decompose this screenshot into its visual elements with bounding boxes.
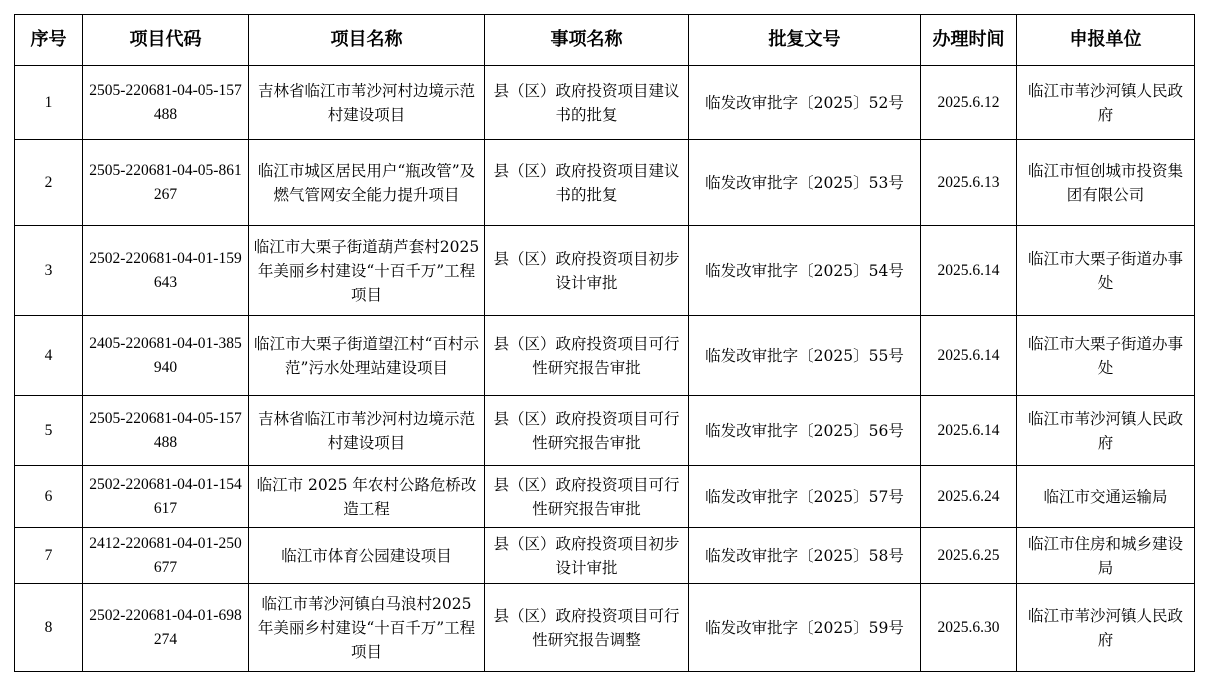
cell-serial-number: 3 — [15, 226, 83, 316]
cell-project-name: 临江市苇沙河镇白马浪村2025 年美丽乡村建设“十百千万”工程项目 — [249, 584, 485, 672]
cell-approval-doc-number: 临发改审批字〔2025〕53号 — [689, 140, 921, 226]
table-row — [15, 584, 1195, 672]
cell-project-name: 临江市 2025 年农村公路危桥改造工程 — [249, 466, 485, 528]
cell-item-name: 县（区）政府投资项目建议书的批复 — [485, 140, 689, 226]
cell-approval-doc-number: 临发改审批字〔2025〕57号 — [689, 466, 921, 528]
cell-serial-number: 8 — [15, 584, 83, 672]
cell-item-name: 县（区）政府投资项目初步设计审批 — [485, 528, 689, 584]
table-row — [15, 466, 1195, 528]
cell-approval-doc-number: 临发改审批字〔2025〕56号 — [689, 396, 921, 466]
cell-applicant-unit: 临江市大栗子街道办事处 — [1017, 316, 1195, 396]
cell-item-name: 县（区）政府投资项目可行性研究报告审批 — [485, 316, 689, 396]
cell-applicant-unit: 临江市大栗子街道办事处 — [1017, 226, 1195, 316]
header-serial-number: 序号 — [15, 15, 83, 66]
cell-serial-number: 5 — [15, 396, 83, 466]
cell-project-code: 2502-220681-04-01-154617 — [83, 466, 249, 528]
cell-project-code: 2412-220681-04-01-250677 — [83, 528, 249, 584]
cell-processing-date: 2025.6.24 — [921, 466, 1017, 528]
header-project-code: 项目代码 — [83, 15, 249, 66]
cell-project-name: 临江市大栗子街道葫芦套村2025年美丽乡村建设“十百千万”工程项目 — [249, 226, 485, 316]
cell-applicant-unit: 临江市交通运输局 — [1017, 466, 1195, 528]
cell-item-name: 县（区）政府投资项目初步设计审批 — [485, 226, 689, 316]
table-row — [15, 528, 1195, 584]
cell-processing-date: 2025.6.14 — [921, 226, 1017, 316]
table-header-row — [15, 15, 1195, 66]
approval-table — [14, 14, 1195, 672]
cell-approval-doc-number: 临发改审批字〔2025〕58号 — [689, 528, 921, 584]
cell-project-code: 2502-220681-04-01-698274 — [83, 584, 249, 672]
cell-processing-date: 2025.6.14 — [921, 316, 1017, 396]
table-row — [15, 396, 1195, 466]
header-project-name: 项目名称 — [249, 15, 485, 66]
cell-project-code: 2505-220681-04-05-157488 — [83, 396, 249, 466]
cell-processing-date: 2025.6.25 — [921, 528, 1017, 584]
cell-serial-number: 7 — [15, 528, 83, 584]
cell-item-name: 县（区）政府投资项目建议书的批复 — [485, 66, 689, 140]
table-row — [15, 226, 1195, 316]
cell-processing-date: 2025.6.12 — [921, 66, 1017, 140]
cell-approval-doc-number: 临发改审批字〔2025〕55号 — [689, 316, 921, 396]
table-row — [15, 66, 1195, 140]
cell-processing-date: 2025.6.30 — [921, 584, 1017, 672]
cell-applicant-unit: 临江市苇沙河镇人民政府 — [1017, 66, 1195, 140]
cell-project-name: 临江市体育公园建设项目 — [249, 528, 485, 584]
cell-processing-date: 2025.6.13 — [921, 140, 1017, 226]
header-applicant-unit: 申报单位 — [1017, 15, 1195, 66]
cell-serial-number: 4 — [15, 316, 83, 396]
cell-applicant-unit: 临江市苇沙河镇人民政府 — [1017, 584, 1195, 672]
cell-item-name: 县（区）政府投资项目可行性研究报告调整 — [485, 584, 689, 672]
cell-project-code: 2505-220681-04-05-861267 — [83, 140, 249, 226]
header-processing-date: 办理时间 — [921, 15, 1017, 66]
cell-processing-date: 2025.6.14 — [921, 396, 1017, 466]
cell-project-code: 2505-220681-04-05-157488 — [83, 66, 249, 140]
cell-project-code: 2405-220681-04-01-385940 — [83, 316, 249, 396]
cell-item-name: 县（区）政府投资项目可行性研究报告审批 — [485, 466, 689, 528]
cell-project-code: 2502-220681-04-01-159643 — [83, 226, 249, 316]
table-row — [15, 140, 1195, 226]
cell-project-name: 临江市城区居民用户“瓶改管”及燃气管网安全能力提升项目 — [249, 140, 485, 226]
cell-applicant-unit: 临江市住房和城乡建设局 — [1017, 528, 1195, 584]
cell-project-name: 吉林省临江市苇沙河村边境示范村建设项目 — [249, 66, 485, 140]
cell-approval-doc-number: 临发改审批字〔2025〕54号 — [689, 226, 921, 316]
cell-serial-number: 2 — [15, 140, 83, 226]
table-row — [15, 316, 1195, 396]
cell-approval-doc-number: 临发改审批字〔2025〕52号 — [689, 66, 921, 140]
cell-project-name: 吉林省临江市苇沙河村边境示范村建设项目 — [249, 396, 485, 466]
header-item-name: 事项名称 — [485, 15, 689, 66]
cell-serial-number: 1 — [15, 66, 83, 140]
cell-project-name: 临江市大栗子街道望江村“百村示范”污水处理站建设项目 — [249, 316, 485, 396]
cell-applicant-unit: 临江市恒创城市投资集团有限公司 — [1017, 140, 1195, 226]
cell-approval-doc-number: 临发改审批字〔2025〕59号 — [689, 584, 921, 672]
cell-applicant-unit: 临江市苇沙河镇人民政府 — [1017, 396, 1195, 466]
header-approval-doc-number: 批复文号 — [689, 15, 921, 66]
cell-item-name: 县（区）政府投资项目可行性研究报告审批 — [485, 396, 689, 466]
cell-serial-number: 6 — [15, 466, 83, 528]
